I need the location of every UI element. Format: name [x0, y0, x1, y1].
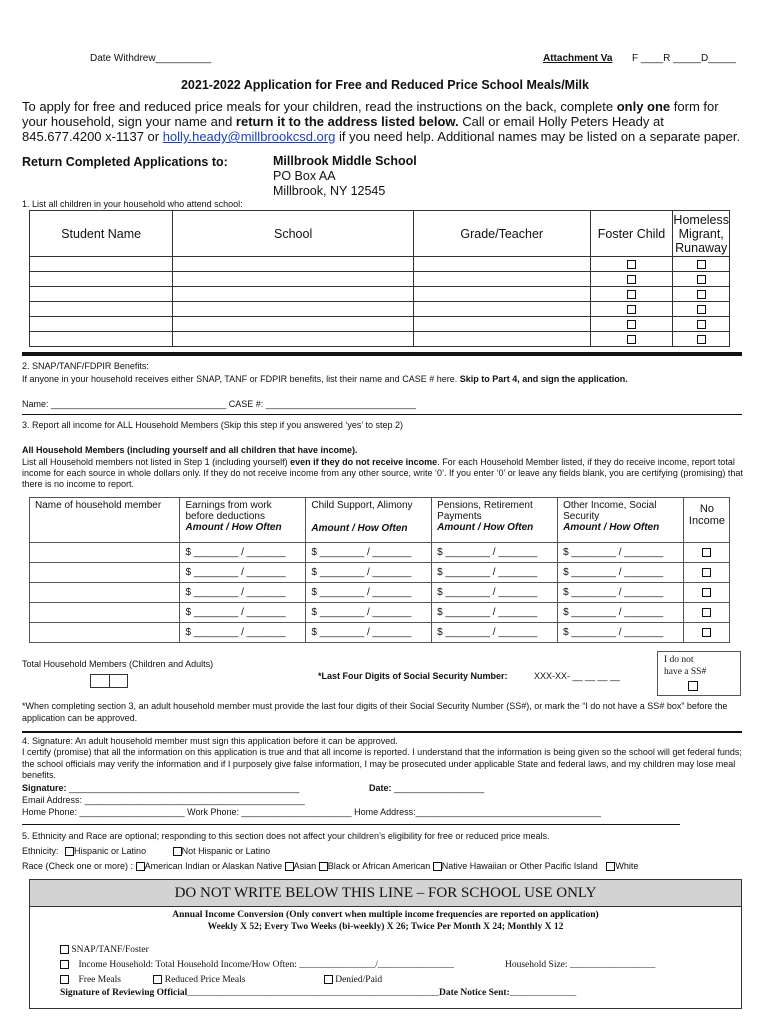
foster-cell — [590, 302, 673, 317]
ssn-field[interactable]: XXX-XX- __ __ __ __ — [534, 671, 621, 681]
income-table-header — [30, 498, 730, 543]
child-support-cell[interactable]: $ ________ / _______ — [306, 623, 432, 643]
foster-checkbox[interactable] — [627, 305, 636, 314]
step3-text-2: . For each Household Member listed, if they do receive income, report total income for each source in whole dollars only. If they do not receive income from any other source, write ‘0’. If you enter ‘0’ or leave any fields blank, you are certifying (promising) that there is no income to report. — [22, 457, 743, 489]
foster-checkbox[interactable] — [627, 275, 636, 284]
income-row — [30, 543, 730, 563]
return-to-label: Return Completed Applications to: — [22, 155, 228, 169]
free-meals-checkbox[interactable] — [60, 975, 69, 984]
date-line[interactable] — [369, 783, 484, 793]
homeless-checkbox[interactable] — [697, 275, 706, 284]
step2-skip-note: Skip to Part 4, and sign the application. — [459, 374, 628, 384]
race-label: Race (Check one or more) : — [22, 861, 134, 871]
pensions-cell[interactable]: $ ________ / _______ — [432, 603, 558, 623]
email-link[interactable]: holly.heady@millbrookcsd.org — [162, 129, 336, 144]
homeless-checkbox[interactable] — [697, 260, 706, 269]
step3-heading: All Household Members (including yourself and all children that have income). — [22, 445, 358, 455]
income-household-label[interactable]: Income Household: Total Household Income/How Often: ________________/________________ — [78, 960, 454, 970]
intro-bold-return: return it to the address listed below. — [235, 114, 459, 129]
child-row — [30, 332, 730, 347]
col-child-support — [306, 498, 432, 543]
student-name-cell[interactable] — [30, 302, 173, 317]
no-income-cell — [683, 583, 729, 603]
school-cell[interactable] — [173, 257, 414, 272]
pensions-cell[interactable]: $ ________ / _______ — [432, 543, 558, 563]
other-income-cell[interactable]: $ ________ / _______ — [558, 623, 684, 643]
homeless-cell — [673, 287, 730, 302]
hispanic-label: Hispanic or Latino — [74, 846, 147, 856]
no-ssn-label: I do not have a SS# — [664, 655, 707, 677]
date-withdrew-field[interactable]: Date Withdrew__________ — [90, 53, 212, 64]
other-income-label: Other Income, Social Security — [563, 500, 657, 522]
ethnicity-row — [22, 846, 270, 856]
step5-title: 5. Ethnicity and Race are optional; responding to this section does not affect your children’s eligibility for free or reduced price meals. — [22, 831, 550, 841]
race-row — [22, 861, 638, 871]
section-divider — [22, 731, 742, 733]
school-cell[interactable] — [173, 302, 414, 317]
homeless-cell — [673, 257, 730, 272]
step4-title: 4. Signature: An adult household member must sign this application before it can be approved. — [22, 736, 398, 746]
col-earnings — [180, 498, 306, 543]
children-table-header — [30, 211, 730, 257]
american-indian-checkbox[interactable] — [136, 862, 145, 871]
student-name-cell[interactable] — [30, 257, 173, 272]
homeless-cell — [673, 332, 730, 347]
earnings-cell[interactable]: $ ________ / _______ — [180, 543, 306, 563]
homeless-cell — [673, 272, 730, 287]
conversion-rule: Annual Income Conversion (Only convert when multiple income frequencies are reported on application) — [172, 910, 599, 920]
intro-bold-only-one: only one — [616, 99, 671, 114]
child-support-cell[interactable]: $ ________ / _______ — [306, 543, 432, 563]
american-indian-label: American Indian or Alaskan Native — [144, 861, 283, 871]
free-meals-label: Free Meals — [78, 975, 121, 985]
snap-checkbox[interactable] — [60, 945, 69, 954]
total-members-box[interactable] — [90, 674, 128, 688]
grade-cell[interactable] — [413, 332, 590, 347]
ssn-label: *Last Four Digits of Social Security Number: — [318, 671, 508, 681]
foster-cell — [590, 332, 673, 347]
no-income-cell — [683, 543, 729, 563]
homeless-cell — [673, 317, 730, 332]
step2-title: 2. SNAP/TANF/FDPIR Benefits: — [22, 361, 149, 371]
not-hispanic-checkbox[interactable] — [173, 847, 182, 856]
col-no-income: No Income — [683, 498, 729, 543]
student-name-cell[interactable] — [30, 332, 173, 347]
reduced-price-checkbox[interactable] — [153, 975, 162, 984]
foster-checkbox[interactable] — [627, 260, 636, 269]
section-divider-thick — [22, 352, 742, 356]
member-name-cell[interactable] — [30, 583, 180, 603]
col-grade-teacher: Grade/Teacher — [413, 211, 590, 257]
ssn-note: *When completing section 3, an adult household member must provide the last four digits of their Social Security Number (SS#), or mark the “I do not have a SS# box” before the application can be approved. — [22, 701, 728, 723]
earnings-cell[interactable]: $ ________ / _______ — [180, 623, 306, 643]
snap-label: SNAP/TANF/Foster — [71, 945, 149, 955]
denied-paid-checkbox[interactable] — [324, 975, 333, 984]
income-household-row — [60, 960, 454, 970]
address-line-1: PO Box AA — [273, 169, 336, 183]
student-name-cell[interactable] — [30, 272, 173, 287]
intro-text-3: Call or email Holly Peters Heady at 845.677.4200 x-1137 or — [22, 114, 664, 144]
income-row — [30, 563, 730, 583]
email-address-field[interactable]: Email Address: ____________________________________________ — [22, 795, 305, 805]
asian-checkbox[interactable] — [285, 862, 294, 871]
col-student-name: Student Name — [30, 211, 173, 257]
no-income-cell — [683, 563, 729, 583]
determination-row — [60, 975, 382, 985]
child-support-cell[interactable]: $ ________ / _______ — [306, 563, 432, 583]
other-income-cell[interactable]: $ ________ / _______ — [558, 603, 684, 623]
grade-cell[interactable] — [413, 287, 590, 302]
date-blank: __________________ — [391, 783, 485, 793]
child-row — [30, 257, 730, 272]
school-cell[interactable] — [173, 332, 414, 347]
signature-line[interactable] — [22, 783, 299, 793]
no-income-cell — [683, 623, 729, 643]
intro-text-4: if you need help. Additional names may be listed on a separate paper. — [335, 129, 741, 144]
child-row — [30, 302, 730, 317]
intro-paragraph — [22, 99, 744, 144]
foster-checkbox[interactable] — [627, 335, 636, 344]
income-household-checkbox[interactable] — [60, 960, 69, 969]
earnings-cell[interactable]: $ ________ / _______ — [180, 583, 306, 603]
foster-cell — [590, 257, 673, 272]
amount-how-often-label: Amount / How Often — [437, 522, 534, 533]
step3-title: 3. Report all income for ALL Household Members (Skip this step if you answered ‘yes’ to step 2) — [22, 420, 404, 430]
snap-row — [60, 945, 149, 955]
income-row — [30, 623, 730, 643]
step3-bold-text: even if they do not receive income — [290, 457, 438, 467]
not-hispanic-label: Not Hispanic or Latino — [181, 846, 271, 856]
phone-address-line[interactable]: Home Phone: _____________________ Work Phone: ______________________ Home Address:_____________________________________ — [22, 807, 601, 817]
col-other-income — [558, 498, 684, 543]
col-school: School — [173, 211, 414, 257]
amount-how-often-label: Amount / How Often — [185, 522, 282, 533]
grade-cell[interactable] — [413, 317, 590, 332]
school-cell[interactable] — [173, 317, 414, 332]
child-support-cell[interactable]: $ ________ / _______ — [306, 583, 432, 603]
hispanic-checkbox[interactable] — [65, 847, 74, 856]
grade-cell[interactable] — [413, 272, 590, 287]
income-row — [30, 583, 730, 603]
step3-text-1: List all Household members not listed in Step 1 (including yourself) — [22, 457, 291, 467]
certification-text: I certify (promise) that all the information on this application is true and that all income is reported. I understand that the information is being given so the school will get federal funds; the school officials may verify the information and if I purposely give false information, I may be prosecuted under applicable State and federal laws, and my children may lose meal benefits. — [22, 747, 742, 780]
no-ssn-box — [657, 651, 741, 696]
no-income-cell — [683, 603, 729, 623]
col-household-member: Name of household member — [30, 498, 180, 543]
child-row — [30, 287, 730, 302]
foster-checkbox[interactable] — [627, 290, 636, 299]
other-income-cell[interactable]: $ ________ / _______ — [558, 563, 684, 583]
intro-text-2: form for your household, sign your name and — [22, 99, 719, 129]
school-name: Millbrook Middle School — [273, 154, 417, 168]
address-line-2: Millbrook, NY 12545 — [273, 184, 386, 198]
foster-cell — [590, 287, 673, 302]
col-pensions — [432, 498, 558, 543]
other-income-cell[interactable]: $ ________ / _______ — [558, 583, 684, 603]
pensions-cell[interactable]: $ ________ / _______ — [432, 583, 558, 603]
student-name-cell[interactable] — [30, 317, 173, 332]
amount-how-often-label: Amount / How Often — [563, 522, 660, 533]
earnings-label: Earnings from work before deductions — [185, 500, 272, 522]
section-divider — [22, 824, 680, 825]
earnings-cell[interactable]: $ ________ / _______ — [180, 603, 306, 623]
signature-label: Signature: — [22, 783, 67, 793]
native-hawaiian-checkbox[interactable] — [433, 862, 442, 871]
black-label: Black or African American — [327, 861, 431, 871]
member-name-cell[interactable] — [30, 563, 180, 583]
income-table — [29, 497, 730, 643]
official-signature-label: Signature of Reviewing Official — [60, 988, 188, 998]
step2-text — [22, 374, 742, 384]
conversion-factors: Weekly X 52; Every Two Weeks (bi-weekly) X 26; Twice Per Month X 24; Monthly X 12 — [207, 922, 564, 932]
signature-blank: ______________________________________________ — [66, 783, 300, 793]
foster-checkbox[interactable] — [627, 320, 636, 329]
office-use-banner: DO NOT WRITE BELOW THIS LINE – FOR SCHOOL USE ONLY — [29, 879, 742, 907]
homeless-checkbox[interactable] — [697, 320, 706, 329]
reduced-price-label: Reduced Price Meals — [164, 975, 246, 985]
no-ssn-checkbox[interactable] — [688, 681, 698, 691]
return-address — [273, 154, 417, 199]
white-checkbox[interactable] — [606, 862, 615, 871]
snap-name-case-line[interactable]: Name: ___________________________________ CASE #: ______________________________ — [22, 399, 416, 409]
no-income-checkbox[interactable] — [702, 548, 711, 557]
no-income-checkbox[interactable] — [702, 588, 711, 597]
children-table — [29, 210, 730, 347]
foster-cell — [590, 272, 673, 287]
household-size-field[interactable]: Household Size: __________________ — [505, 960, 656, 970]
child-row — [30, 272, 730, 287]
step1-label: 1. List all children in your household who attend school: — [22, 199, 243, 209]
step2-instructions: If anyone in your household receives either SNAP, TANF or FDPIR benefits, list their name and CASE # here. — [22, 374, 460, 384]
income-row — [30, 603, 730, 623]
black-checkbox[interactable] — [319, 862, 328, 871]
col-homeless: Homeless Migrant, Runaway — [673, 212, 729, 255]
homeless-checkbox[interactable] — [697, 335, 706, 344]
ethnicity-label: Ethnicity: — [22, 846, 59, 856]
date-notice-blank[interactable]: ______________ — [509, 988, 577, 998]
page-title: 2021-2022 Application for Free and Reduced Price School Meals/Milk — [180, 78, 589, 92]
homeless-checkbox[interactable] — [697, 305, 706, 314]
member-name-cell[interactable] — [30, 543, 180, 563]
intro-text-1: To apply for free and reduced price meals for your children, read the instructions on the back, complete — [22, 99, 617, 114]
member-name-cell[interactable] — [30, 603, 180, 623]
asian-label: Asian — [293, 861, 317, 871]
foster-cell — [590, 317, 673, 332]
homeless-checkbox[interactable] — [697, 290, 706, 299]
no-income-checkbox[interactable] — [702, 568, 711, 577]
white-label: White — [615, 861, 639, 871]
child-support-cell[interactable]: $ ________ / _______ — [306, 603, 432, 623]
earnings-cell[interactable]: $ ________ / _______ — [180, 563, 306, 583]
native-hawaiian-label: Native Hawaiian or Other Pacific Island — [441, 861, 598, 871]
section-divider — [22, 414, 742, 415]
pensions-cell[interactable]: $ ________ / _______ — [432, 563, 558, 583]
school-cell[interactable] — [173, 287, 414, 302]
date-label: Date: — [369, 783, 392, 793]
official-signature-blank[interactable]: _____________________________________________________ — [187, 988, 440, 998]
total-members-label: Total Household Members (Children and Adults) — [22, 659, 214, 669]
no-income-checkbox[interactable] — [702, 608, 711, 617]
child-row — [30, 317, 730, 332]
no-income-checkbox[interactable] — [702, 628, 711, 637]
other-income-cell[interactable]: $ ________ / _______ — [558, 543, 684, 563]
pensions-cell[interactable]: $ ________ / _______ — [432, 623, 558, 643]
student-name-cell[interactable] — [30, 287, 173, 302]
denied-paid-label: Denied/Paid — [335, 975, 383, 985]
official-signature-row — [60, 988, 576, 998]
pensions-label: Pensions, Retirement Payments — [437, 500, 533, 522]
school-cell[interactable] — [173, 272, 414, 287]
date-notice-label: Date Notice Sent: — [439, 988, 510, 998]
homeless-cell — [673, 302, 730, 317]
col-foster-child: Foster Child — [590, 211, 673, 257]
step3-instructions — [22, 457, 744, 490]
child-support-label: Child Support, Alimony — [311, 500, 413, 511]
member-name-cell[interactable] — [30, 623, 180, 643]
frd-field[interactable]: F ____R _____D_____ — [632, 53, 736, 64]
grade-cell[interactable] — [413, 302, 590, 317]
grade-cell[interactable] — [413, 257, 590, 272]
amount-how-often-label: Amount / How Often — [311, 523, 408, 534]
attachment-label: Attachment Va — [543, 53, 613, 64]
